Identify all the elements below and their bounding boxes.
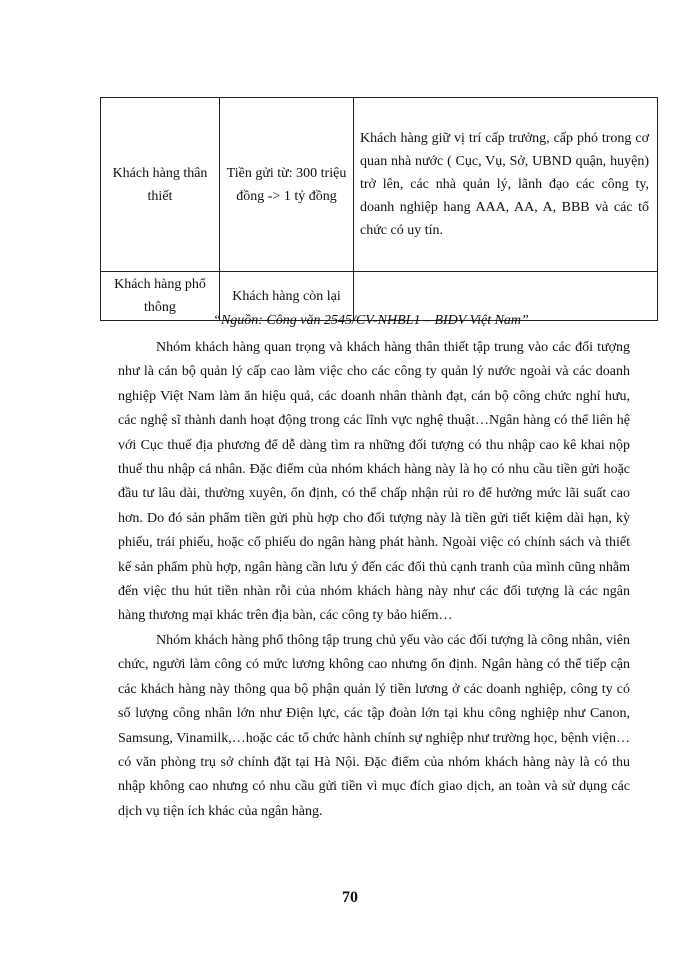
page-number: 70 (342, 889, 358, 906)
deposit-cell: Khách hàng còn lại (220, 272, 354, 321)
paragraph: Nhóm khách hàng quan trọng và khách hàng thân thiết tập trung vào các đối tượng như là cán bộ quản lý cấp cao làm việc cho các công ty quản lý nước ngoài và các doanh nghiệp Việt Nam làm ăn hiệu quả, các doanh nhân thành đạt, cán bộ công chức nghỉ hưu, các nghệ sĩ thành danh hoạt động trong các lĩnh vực nghệ thuật…Ngân hàng có thể liên hệ với Cục thuế địa phương để dễ dàng tìm ra những đối tượng có thu nhập cao kê khai nộp thuế thu nhập cá nhân. Đặc điểm của nhóm khách hàng này là họ có nhu cầu tiền gửi hoặc đầu tư lâu dài, thường xuyên, ổn định, có thể chấp nhận rủi ro để hưởng mức lãi suất cao hơn. Do đó sản phẩm tiền gửi phù hợp cho đối tượng này là tiền gửi tiết kiệm dài hạn, kỳ phiếu, trái phiếu, hoặc cổ phiếu do ngân hàng phát hành. Ngoài việc có chính sách và thiết kế sản phẩm phù hợp, ngân hàng cần lưu ý đến các đối thủ cạnh tranh của mình cũng nhằm đến việc thu hút tiền nhàn rỗi của nhóm khách hàng này như các đối tượng là các ngân hàng thương mại khác trên địa bàn, các công ty bảo hiểm… (118, 340, 630, 624)
segment-cell: Khách hàng thân thiết (101, 98, 220, 272)
segment-cell: Khách hàng phổ thông (101, 272, 220, 321)
paragraph: Nhóm khách hàng phổ thông tập trung chủ yếu vào các đối tượng là công nhân, viên chức, người làm công có mức lương không cao nhưng ổn định. Ngân hàng có thể tiếp cận các khách hàng này thông qua bộ phận quản lý tiền lương ở các doanh nghiệp, công ty có số lượng công nhân lớn như Điện lực, các tập đoàn lớn tại khu công nghiệp như Canon, Samsung, Vinamilk,…hoặc các tổ chức hành chính sự nghiệp như trường học, bệnh viện… có văn phòng trụ sở chính đặt tại Hà Nội. Đặc điểm của nhóm khách hàng này là có thu nhập không cao nhưng có nhu cầu gửi tiền vì mục đích giao dịch, an toàn và sử dụng các dịch vụ tiện ích khác của ngân hàng. (118, 632, 630, 819)
customer-segment-table (100, 97, 658, 321)
table-row (101, 98, 658, 272)
table-source-caption: “Nguồn: Công văn 2545/CV-NHBL1 – BIDV Việt Nam” (213, 313, 529, 328)
body-text (118, 336, 630, 824)
deposit-cell: Tiền gửi từ: 300 triệu đồng -> 1 tỷ đồng (220, 98, 354, 272)
description-cell: Khách hàng giữ vị trí cấp trưởng, cấp phó trong cơ quan nhà nước ( Cục, Vụ, Sở, UBND quận, huyện) trở lên, các nhà quản lý, lãnh đạo các công ty, doanh nghiệp hang AAA, AA, A, BBB và các tổ chức có uy tín. (354, 98, 658, 272)
